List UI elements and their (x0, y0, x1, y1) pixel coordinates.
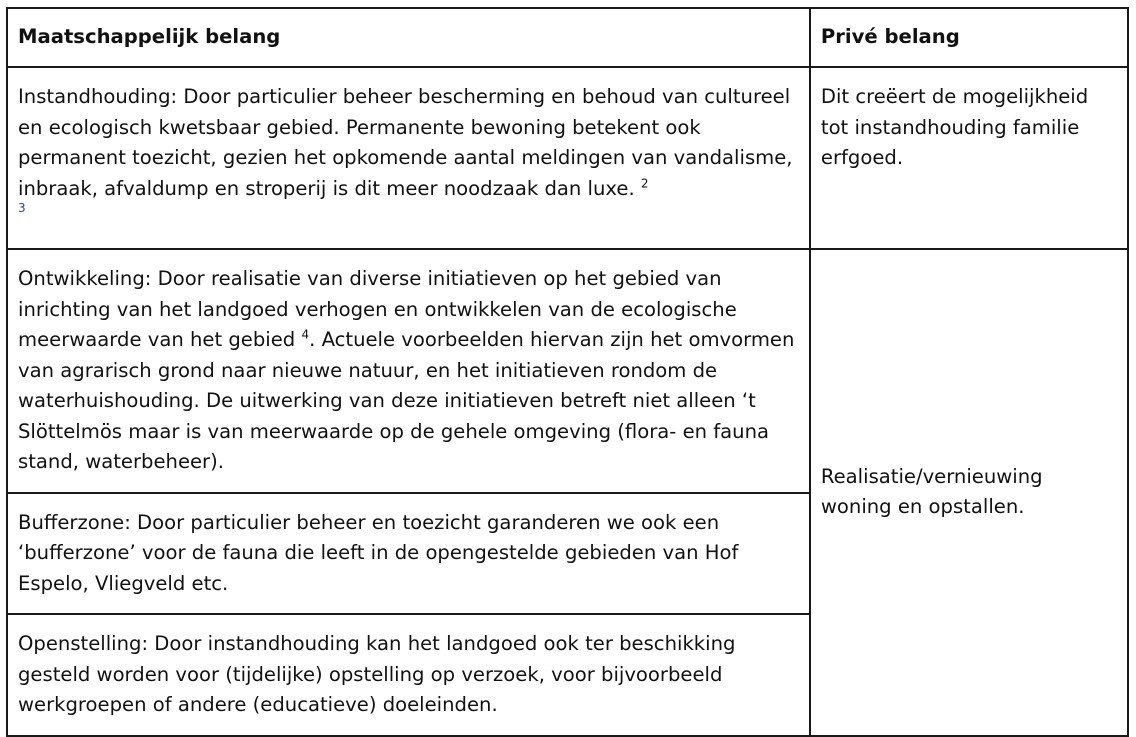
cell-openstelling (7, 614, 810, 736)
realisatie-text: Realisatie/vernieuwing woning en opstallen. (820, 464, 1043, 519)
cell-ontwikkeling (7, 249, 810, 493)
table-row (7, 249, 1128, 493)
cell-realisatie (810, 249, 1128, 736)
footnote-link[interactable]: 3 (18, 201, 26, 215)
header-societal-interest: Maatschappelijk belang (7, 8, 810, 67)
ontwikkeling-text-b: . Actuele voorbeelden hiervan zijn het omvormen van agrarisch grond naar nieuwe natuur, en het initiatieven rondom de waterhuishouding. De uitwerking van deze initiatieven betreft niet alleen ‘t Slöttelmös maar is van meerwaarde op de gehele omgeving (flora- en fauna stand, waterbeheer). (18, 328, 795, 473)
cell-family-heritage (810, 67, 1128, 249)
footnote-ref: 2 (640, 175, 649, 190)
header-row (7, 8, 1128, 67)
ontwikkeling-text-a: Ontwikkeling: Door realisatie van diverse initiatieven op het gebied van inrichting van het landgoed verhogen en ontwikkelen van de ecologische meerwaarde van het gebied (18, 267, 737, 351)
cell-bufferzone (7, 493, 810, 615)
instandhouding-text: Instandhouding: Door particulier beheer bescherming en behoud van cultureel en ecologisch kwetsbaar gebied. Permanente bewoning betekent ook permanent toezicht, gezien het opkomende aantal meldingen van vandalisme, inbraak, afvaldump en stroperij is dit meer noodzaak dan luxe. (18, 85, 793, 200)
openstelling-text: Openstelling: Door instandhouding kan het landgoed ook ter beschikking gesteld worden voor (tijdelijke) opstelling op verzoek, voor bijvoorbeeld werkgroepen of andere (educatieve) doeleinden. (18, 632, 736, 716)
family-heritage-text: Dit creëert de mogelijkheid tot instandhouding familie erfgoed. (820, 85, 1089, 169)
header-private-interest: Privé belang (810, 8, 1128, 67)
cell-instandhouding (7, 67, 810, 249)
bufferzone-text: Bufferzone: Door particulier beheer en toezicht garanderen we ook een ‘bufferzone’ voor de fauna die leeft in de opengestelde gebieden van Hof Espelo, Vliegveld etc. (18, 510, 739, 595)
interest-table (6, 7, 1129, 737)
table-row (7, 67, 1128, 249)
footnote-ref: 4 (301, 327, 310, 342)
